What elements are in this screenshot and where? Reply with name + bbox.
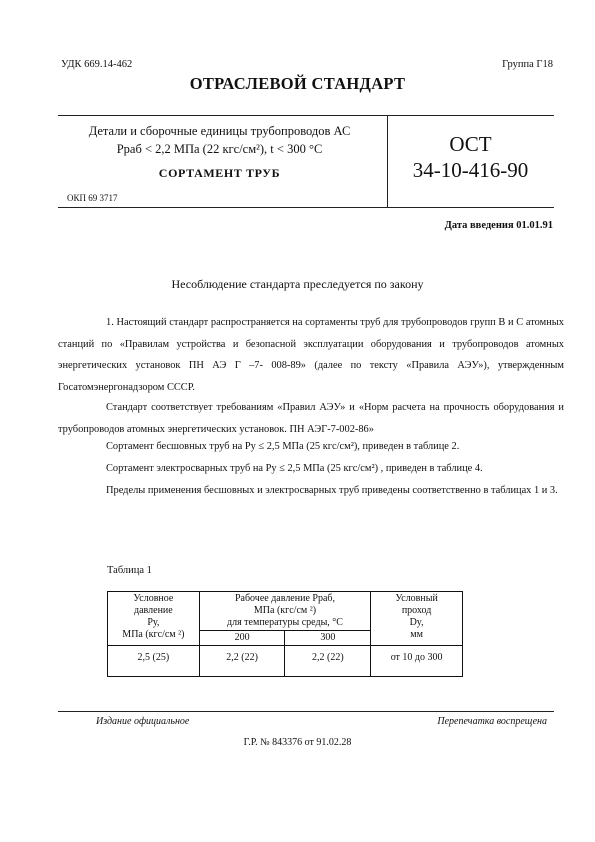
title-block-top-rule [58,115,554,116]
introduction-date: Дата введения 01.01.91 [444,220,553,231]
title-block-bottom-rule [58,207,554,208]
header-working-pressure: Рабочее давление Рраб, МПа (кгс/см ²) для температуры среды, °С [199,592,370,631]
okp-code: ОКП 69 3717 [67,193,118,203]
cell-nominal-bore: от 10 до 300 [371,646,463,677]
paragraph-welded-pipes: Сортамент электросварных труб на Ру ≤ 2,5 МПа (25 кгс/см²) , приведен в таблице 4. [106,463,483,474]
paragraph-seamless-pipes: Сортамент бесшовных труб на Ру ≤ 2,5 МПа (25 кгс/см²), приведен в таблице 2. [106,441,460,452]
cell-pressure-300: 2,2 (22) [285,646,371,677]
group-code: Группа Г18 [502,59,553,70]
cell-pressure-200: 2,2 (22) [199,646,285,677]
designation-prefix: ОСТ [449,132,492,156]
legal-notice: Несоблюдение стандарта преследуется по закону [171,277,424,291]
paragraph-application-limits: Пределы применения бесшовных и электросварных труб приведены соответственно в таблицах 1 и 3. [106,485,558,496]
registration-number: Г.Р. № 843376 от 91.02.28 [243,737,352,748]
standard-type-heading: ОТРАСЛЕВОЙ СТАНДАРТ [189,74,406,93]
footer-rule [58,711,554,712]
pressure-table [107,591,463,677]
official-edition-note: Издание официальное [96,716,190,727]
udk-code: УДК 669.14-462 [61,59,133,70]
header-temp-300: 300 [285,631,371,646]
header-nominal-bore: Условный проход Dy, мм [371,592,463,646]
document-name: СОРТАМЕНТ ТРУБ [158,166,281,180]
paragraph-compliance: Стандарт соответствует требованиям «Правил АЭУ» и «Норм расчета на прочность оборудования и трубопроводов атомных энергетических установок. ПН АЭГ-7-002-86» [58,402,564,435]
subject-line-2: Рраб < 2,2 МПа (22 кгс/см²), t < 300 °С [116,142,323,156]
table-caption: Таблица 1 [107,565,152,576]
reprint-prohibited-note: Перепечатка воспрещена [437,716,547,727]
header-temp-200: 200 [199,631,285,646]
cell-nominal-pressure: 2,5 (25) [108,646,200,677]
header-nominal-pressure: Условное давление Ру, МПа (кгс/см ²) [108,592,200,646]
paragraph-scope: 1. Настоящий стандарт распространяется на сортаменты труб для трубопроводов групп В и С атомных станций по «Правилам устройства и безопасной эксплуатации оборудования и трубопроводов атомных энергетических установок ПН АЭ Г –7- 008-89» (далее по тексту «Правила АЭУ»), утвержденным Госатомэнергонадзором СССР. [58,317,564,393]
designation-number: 34-10-416-90 [412,158,529,182]
subject-line-1: Детали и сборочные единицы трубопроводов АС [88,124,351,138]
table-row [108,646,463,677]
table-header-row [108,592,463,631]
